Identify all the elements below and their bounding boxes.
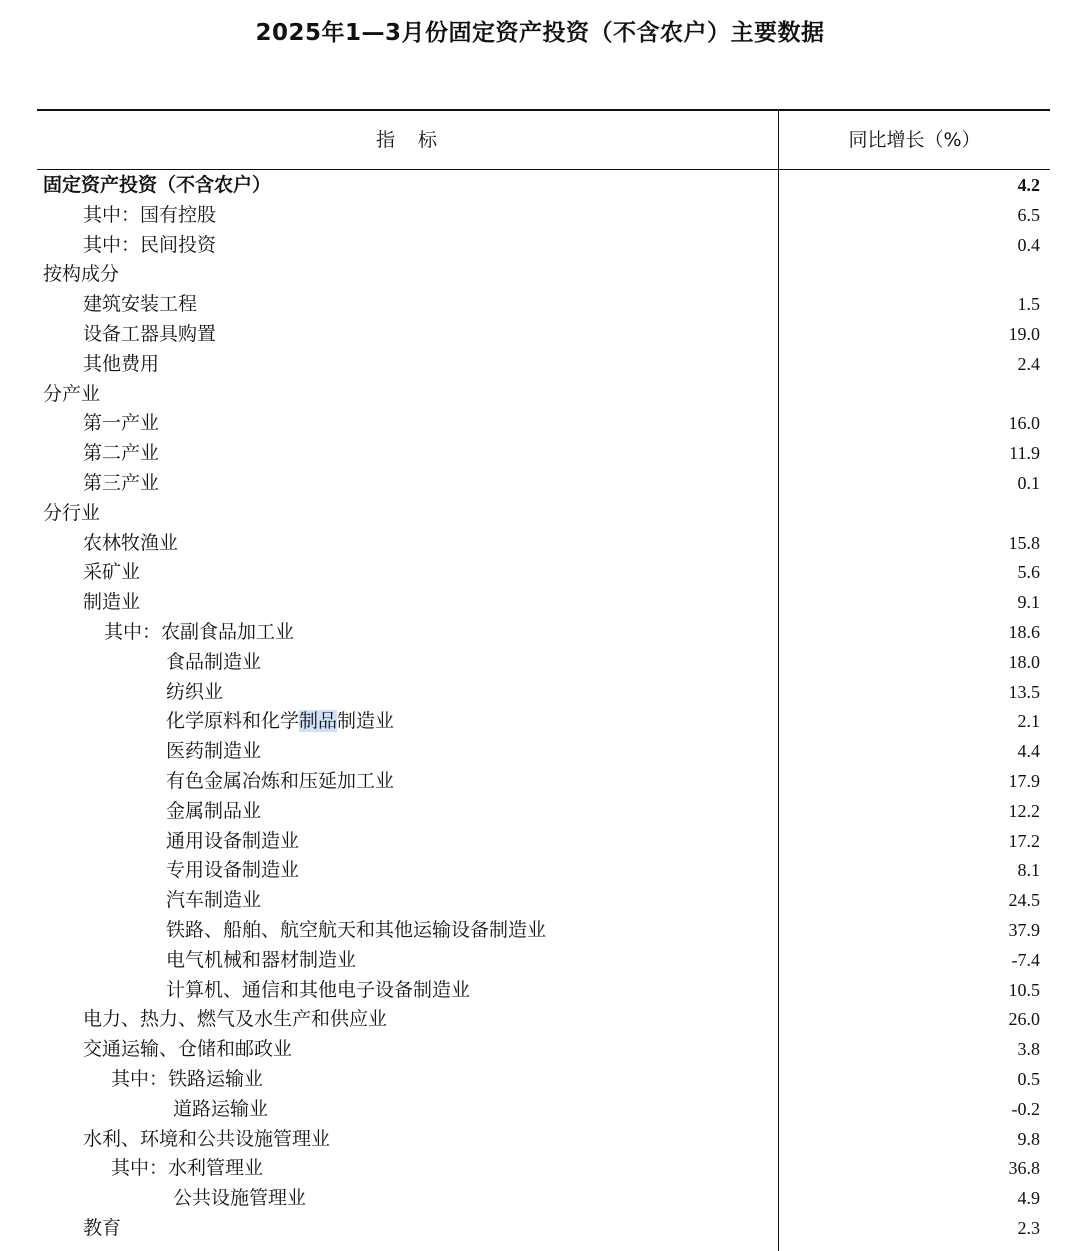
row-label: 其中：水利管理业 bbox=[111, 1157, 264, 1180]
table-row bbox=[37, 558, 1050, 588]
row-value: 6.5 bbox=[1017, 204, 1040, 225]
row-label: 纺织业 bbox=[166, 680, 224, 703]
row-value: 17.2 bbox=[1008, 830, 1040, 851]
table-row bbox=[37, 916, 1050, 946]
row-value: 13.5 bbox=[1008, 681, 1040, 702]
table-row bbox=[37, 1035, 1050, 1065]
table-row bbox=[37, 827, 1050, 857]
table-row bbox=[37, 260, 1050, 290]
row-label: 设备工器具购置 bbox=[83, 322, 217, 345]
table-row bbox=[37, 1005, 1050, 1035]
table-row bbox=[37, 350, 1050, 380]
row-value: 8.1 bbox=[1017, 860, 1040, 881]
header-growth: 同比增长（%） bbox=[848, 129, 981, 151]
table-row bbox=[37, 886, 1050, 916]
row-value: 2.3 bbox=[1017, 1217, 1040, 1238]
row-value: 0.4 bbox=[1017, 234, 1040, 255]
table-row bbox=[37, 529, 1050, 559]
table-row bbox=[37, 976, 1050, 1006]
table-row bbox=[37, 797, 1050, 827]
row-label: 水利、环境和公共设施管理业 bbox=[83, 1127, 331, 1150]
table-row bbox=[37, 946, 1050, 976]
row-label: 交通运输、仓储和邮政业 bbox=[83, 1038, 293, 1061]
row-label: 建筑安装工程 bbox=[83, 293, 198, 316]
row-value: 4.2 bbox=[1017, 175, 1040, 195]
row-label: 按构成分 bbox=[43, 263, 120, 286]
row-value: 16.0 bbox=[1008, 413, 1040, 434]
table-row bbox=[37, 1184, 1050, 1214]
table-row bbox=[37, 1065, 1050, 1095]
row-label: 固定资产投资（不含农户） bbox=[43, 174, 272, 196]
row-value: 1.5 bbox=[1017, 294, 1040, 315]
row-label: 电气机械和器材制造业 bbox=[166, 948, 357, 971]
table-row bbox=[37, 767, 1050, 797]
row-label: 有色金属冶炼和压延加工业 bbox=[166, 769, 395, 792]
row-value: 0.5 bbox=[1017, 1068, 1040, 1089]
row-value: 3.8 bbox=[1017, 1039, 1040, 1060]
row-label: 其他费用 bbox=[83, 352, 160, 375]
row-value: 2.1 bbox=[1017, 711, 1040, 732]
row-label: 铁路、船舶、航空航天和其他运输设备制造业 bbox=[166, 918, 547, 941]
row-label: 第三产业 bbox=[83, 471, 160, 494]
row-value: 2.4 bbox=[1017, 353, 1040, 374]
text-selection-highlight: 制品 bbox=[299, 710, 338, 733]
table-row bbox=[37, 439, 1050, 469]
header-rule bbox=[37, 169, 1050, 170]
table-row bbox=[37, 409, 1050, 439]
row-value: 0.1 bbox=[1017, 472, 1040, 493]
row-label: 专用设备制造业 bbox=[166, 859, 300, 882]
table-row bbox=[37, 380, 1050, 410]
row-label: 计算机、通信和其他电子设备制造业 bbox=[166, 978, 471, 1001]
row-label: 道路运输业 bbox=[173, 1097, 269, 1120]
table-row bbox=[37, 320, 1050, 350]
table-row bbox=[37, 499, 1050, 529]
row-label: 其中：民间投资 bbox=[83, 233, 217, 256]
row-value: 4.4 bbox=[1017, 741, 1040, 762]
row-value: -7.4 bbox=[1011, 949, 1040, 970]
page-title: 2025年1—3月份固定资产投资（不含农户）主要数据 bbox=[255, 20, 825, 46]
row-label: 通用设备制造业 bbox=[166, 829, 300, 852]
table-row bbox=[37, 469, 1050, 499]
table-row bbox=[37, 171, 1050, 201]
row-label: 金属制品业 bbox=[166, 799, 262, 822]
row-value: 37.9 bbox=[1008, 919, 1040, 940]
row-label: 公共设施管理业 bbox=[173, 1187, 307, 1210]
row-label: 化学原料和化学制品制造业 bbox=[166, 710, 395, 733]
row-label: 电力、热力、燃气及水生产和供应业 bbox=[83, 1008, 388, 1031]
table-row bbox=[37, 1214, 1050, 1244]
table-row bbox=[37, 737, 1050, 767]
row-value: 9.8 bbox=[1017, 1128, 1040, 1149]
row-label: 分行业 bbox=[43, 501, 101, 524]
table-row bbox=[37, 588, 1050, 618]
table-row bbox=[37, 856, 1050, 886]
table-row bbox=[37, 1154, 1050, 1184]
row-label: 医药制造业 bbox=[166, 740, 262, 763]
row-label: 教育 bbox=[83, 1216, 122, 1239]
row-value: 18.0 bbox=[1008, 651, 1040, 672]
row-value: 11.9 bbox=[1009, 443, 1040, 464]
row-value: 15.8 bbox=[1008, 532, 1040, 553]
row-value: 24.5 bbox=[1008, 890, 1040, 911]
table-row bbox=[37, 648, 1050, 678]
row-label: 其中：农副食品加工业 bbox=[104, 620, 295, 643]
row-label: 汽车制造业 bbox=[166, 889, 262, 912]
row-value: 10.5 bbox=[1008, 979, 1040, 1000]
table-body bbox=[37, 171, 1050, 1244]
row-label: 其中：铁路运输业 bbox=[111, 1067, 264, 1090]
row-value: 19.0 bbox=[1008, 323, 1040, 344]
row-value: 18.6 bbox=[1008, 621, 1040, 642]
table-row bbox=[37, 707, 1050, 737]
table-row bbox=[37, 290, 1050, 320]
row-label: 其中：国有控股 bbox=[83, 203, 217, 226]
table-row bbox=[37, 201, 1050, 231]
row-value: 4.9 bbox=[1017, 1188, 1040, 1209]
row-value: 26.0 bbox=[1008, 1009, 1040, 1030]
row-value: 36.8 bbox=[1008, 1158, 1040, 1179]
table-header bbox=[37, 111, 1050, 169]
row-label: 采矿业 bbox=[83, 561, 141, 584]
row-label: 第一产业 bbox=[83, 412, 160, 435]
table-row bbox=[37, 678, 1050, 708]
row-label: 分产业 bbox=[43, 382, 101, 405]
header-indicator: 指 标 bbox=[375, 129, 439, 151]
row-value: 12.2 bbox=[1008, 800, 1040, 821]
row-value: 5.6 bbox=[1017, 562, 1040, 583]
table-row bbox=[37, 1095, 1050, 1125]
row-label: 农林牧渔业 bbox=[83, 531, 179, 554]
row-value: 17.9 bbox=[1008, 770, 1040, 791]
table-row bbox=[37, 231, 1050, 261]
row-value: 9.1 bbox=[1017, 592, 1040, 613]
row-label: 第二产业 bbox=[83, 442, 160, 465]
row-value: -0.2 bbox=[1011, 1098, 1040, 1119]
table-row bbox=[37, 1125, 1050, 1155]
row-label: 制造业 bbox=[83, 591, 141, 614]
row-label: 食品制造业 bbox=[166, 650, 262, 673]
table-row bbox=[37, 618, 1050, 648]
